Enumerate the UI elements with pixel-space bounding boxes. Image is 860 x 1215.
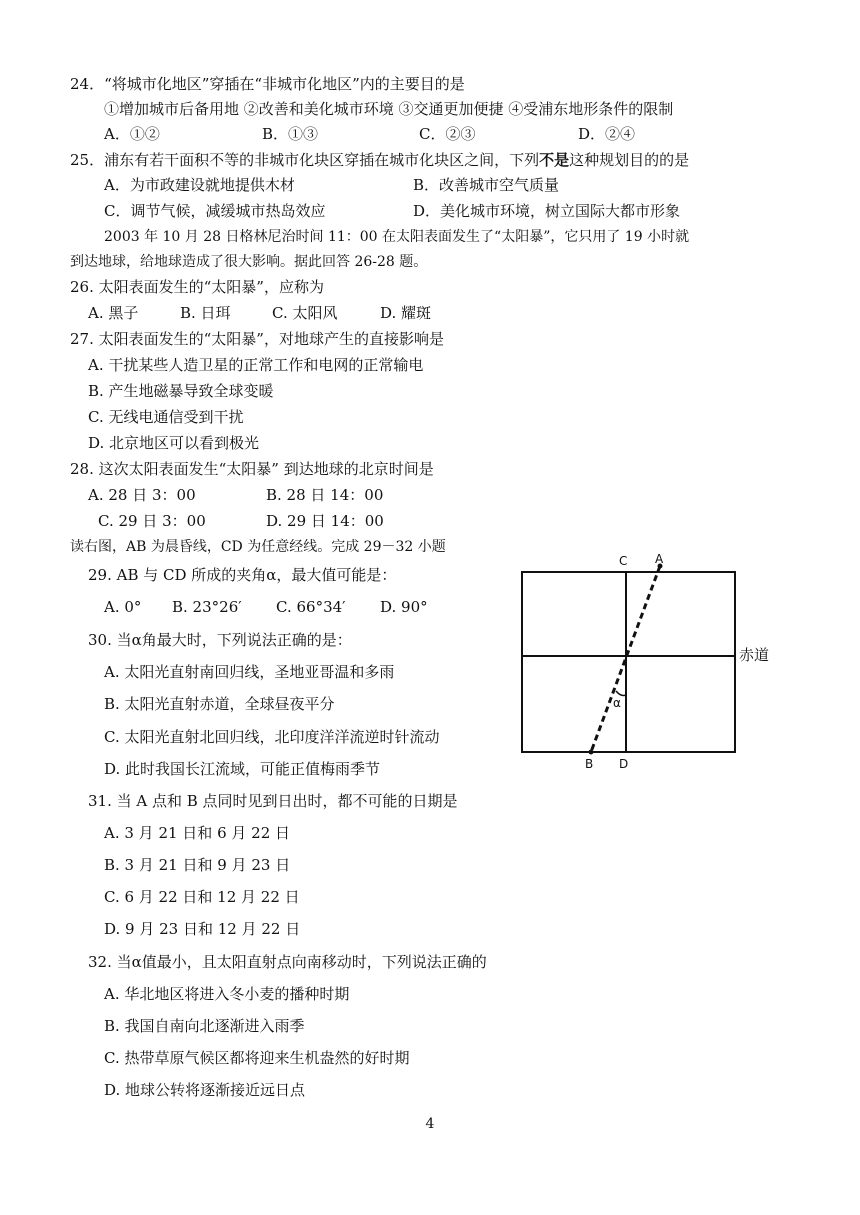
q27-stem: 27. 太阳表面发生的“太阳暴”，对地球产生的直接影响是	[70, 330, 444, 348]
q28-stem: 28. 这次太阳表面发生“太阳暴” 到达地球的北京时间是	[70, 460, 434, 478]
q32-stem: 32. 当α值最小，且太阳直射点向南移动时，下列说法正确的	[88, 953, 487, 971]
q31-option-d: D. 9 月 23 日和 12 月 22 日	[104, 920, 301, 938]
q29-option-d: D. 90°	[380, 598, 428, 616]
q30-option-b: B. 太阳光直射赤道，全球昼夜平分	[104, 695, 335, 713]
q28-option-d: D. 29 日 14：00	[266, 512, 384, 530]
q27-option-d: D. 北京地区可以看到极光	[88, 434, 260, 452]
q32-option-a: A. 华北地区将进入冬小麦的播种时期	[104, 985, 350, 1003]
intro-26-28-line2: 到达地球，给地球造成了很大影响。据此回答 26-28 题。	[70, 254, 428, 270]
q27-option-a: A. 干扰某些人造卫星的正常工作和电网的正常输电	[88, 356, 424, 374]
q24-stem: 24．“将城市化地区”穿插在“非城市化地区”内的主要目的是	[70, 75, 465, 93]
q29-stem: 29. AB 与 CD 所成的夹角α，最大值可能是：	[88, 566, 397, 584]
q29-option-c: C. 66°34′	[276, 598, 346, 616]
q24-option-c: C．②③	[419, 125, 476, 143]
q25-stem-bold: 不是	[539, 151, 570, 169]
alpha-arc	[616, 691, 626, 696]
q25-option-a: A．为市政建设就地提供木材	[104, 176, 295, 194]
label-equator: 赤道	[739, 646, 770, 664]
q26-option-b: B. 日珥	[180, 304, 231, 322]
page-number: 4	[425, 1116, 435, 1132]
diagram-frame	[522, 572, 735, 752]
q24-option-b: B．①③	[262, 125, 319, 143]
intro-29-32: 读右图，AB 为晨昏线，CD 为任意经线。完成 29－32 小题	[70, 539, 446, 555]
label-d: D	[619, 757, 629, 770]
q26-option-c: C. 太阳风	[272, 304, 338, 322]
label-b: B	[585, 757, 594, 770]
q30-option-c: C. 太阳光直射北回归线，北印度洋洋流逆时针流动	[104, 728, 440, 746]
label-c: C	[619, 554, 628, 568]
q30-option-a: A. 太阳光直射南回归线，圣地亚哥温和多雨	[104, 663, 395, 681]
q25-stem	[70, 150, 689, 170]
label-a: A	[655, 552, 664, 566]
q30-stem: 30. 当α角最大时，下列说法正确的是：	[88, 631, 352, 649]
q30-option-d: D. 此时我国长江流域，可能正值梅雨季节	[104, 760, 381, 778]
q32-option-c: C. 热带草原气候区都将迎来生机盎然的好时期	[104, 1049, 410, 1067]
q25-option-c: C．调节气候，减缓城市热岛效应	[104, 202, 326, 220]
terminator-diagram	[515, 552, 785, 770]
q25-stem-before: 25．浦东有若干面积不等的非城市化块区穿插在城市化块区之间，下列	[70, 151, 540, 169]
q31-option-a: A. 3 月 21 日和 6 月 22 日	[104, 824, 291, 842]
q26-option-d: D. 耀斑	[380, 304, 432, 322]
q25-option-d: D．美化城市环境，树立国际大都市形象	[413, 202, 681, 220]
q26-option-a: A. 黑子	[88, 304, 139, 322]
q24-option-d: D．②④	[578, 125, 636, 143]
q29-option-b: B. 23°26′	[172, 598, 242, 616]
q25-stem-after: 这种规划目的的是	[569, 151, 690, 169]
q31-option-c: C. 6 月 22 日和 12 月 22 日	[104, 888, 300, 906]
intro-26-28-line1: 2003 年 10 月 28 日格林尼治时间 11：00 在太阳表面发生了“太阳暴”，它只用了 19 小时就	[104, 229, 690, 245]
label-alpha: α	[613, 696, 621, 710]
q31-stem: 31. 当 A 点和 B 点同时见到日出时，都不可能的日期是	[88, 792, 458, 810]
point-b	[589, 750, 594, 755]
q24-option-a: A．①②	[104, 125, 160, 143]
q26-stem: 26. 太阳表面发生的“太阳暴”，应称为	[70, 278, 324, 296]
q32-option-d: D. 地球公转将逐渐接近远日点	[104, 1081, 306, 1099]
q27-option-c: C. 无线电通信受到干扰	[88, 408, 244, 426]
q29-option-a: A. 0°	[104, 598, 142, 616]
q25-option-b: B．改善城市空气质量	[413, 176, 560, 194]
q32-option-b: B. 我国自南向北逐渐进入雨季	[104, 1017, 305, 1035]
q27-option-b: B. 产生地磁暴导致全球变暖	[88, 382, 274, 400]
q28-option-b: B. 28 日 14：00	[266, 486, 384, 504]
q24-items: ①增加城市后备用地 ②改善和美化城市环境 ③交通更加便捷 ④受浦东地形条件的限制	[104, 100, 674, 118]
q28-option-c: C. 29 日 3：00	[98, 512, 206, 530]
q28-option-a: A. 28 日 3：00	[88, 486, 196, 504]
q31-option-b: B. 3 月 21 日和 9 月 23 日	[104, 856, 291, 874]
